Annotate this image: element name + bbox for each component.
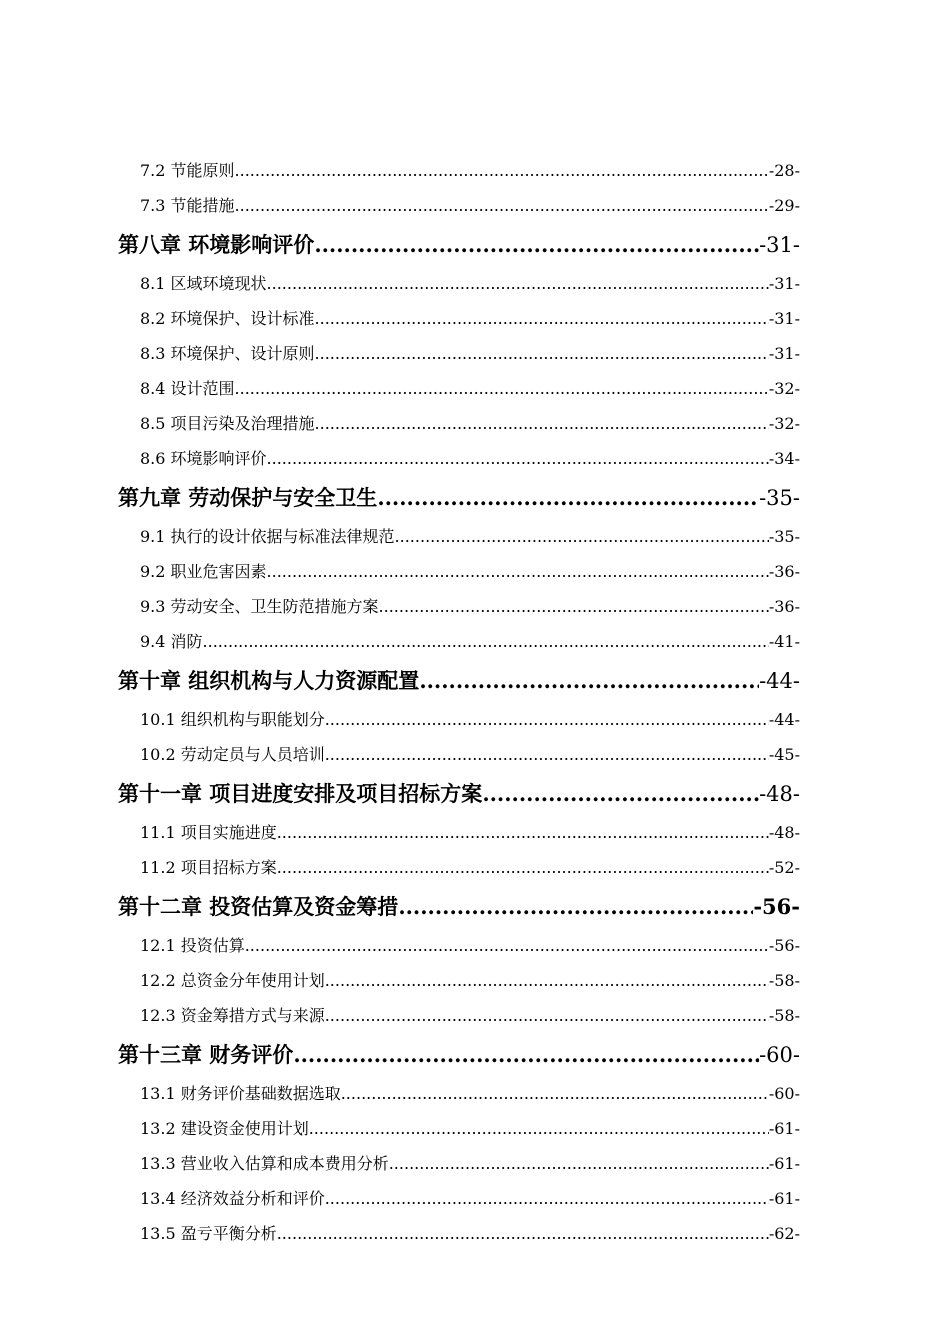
- toc-dot-leader: [293, 1033, 759, 1076]
- toc-entry-title: 11.1 项目实施进度: [140, 823, 277, 842]
- toc-dot-leader: [267, 554, 769, 589]
- toc-dot-leader: [267, 266, 769, 301]
- toc-dot-leader: [267, 441, 769, 476]
- toc-dot-leader: [235, 371, 769, 406]
- toc-page-number: -45-: [768, 745, 800, 764]
- toc-chapter-entry[interactable]: [118, 772, 800, 815]
- toc-page-number: -36-: [768, 597, 800, 616]
- toc-chapter-entry[interactable]: [118, 885, 800, 928]
- toc-entry-title: 第十一章 项目进度安排及项目招标方案: [118, 781, 483, 806]
- toc-section-entry[interactable]: [140, 1181, 800, 1216]
- toc-dot-leader: [277, 1216, 769, 1251]
- toc-entry-title: 9.1 执行的设计依据与标准法律规范: [140, 527, 395, 546]
- toc-entry-title: 13.2 建设资金使用计划: [140, 1119, 309, 1138]
- toc-page-number: -31-: [759, 233, 800, 257]
- toc-entry-title: 9.2 职业危害因素: [140, 562, 267, 581]
- toc-section-entry[interactable]: [140, 406, 800, 441]
- toc-dot-leader: [203, 624, 769, 659]
- toc-entry-title: 10.2 劳动定员与人员培训: [140, 745, 325, 764]
- toc-entry-title: 9.4 消防: [140, 632, 203, 651]
- toc-page-number: -61-: [768, 1154, 800, 1173]
- toc-dot-leader: [277, 815, 769, 850]
- toc-page-number: -36-: [768, 562, 800, 581]
- toc-section-entry[interactable]: [140, 266, 800, 301]
- toc-entry-title: 8.4 设计范围: [140, 379, 235, 398]
- toc-dot-leader: [245, 928, 769, 963]
- toc-section-entry[interactable]: [140, 963, 800, 998]
- toc-entry-title: 13.3 营业收入估算和成本费用分析: [140, 1154, 389, 1173]
- toc-chapter-entry[interactable]: [118, 1033, 800, 1076]
- toc-page-number: -60-: [759, 1043, 800, 1067]
- toc-page-number: -41-: [768, 632, 800, 651]
- toc-dot-leader: [315, 406, 769, 441]
- toc-entry-title: 13.4 经济效益分析和评价: [140, 1189, 325, 1208]
- toc-chapter-entry[interactable]: [118, 659, 800, 702]
- toc-dot-leader: [235, 188, 769, 223]
- toc-page-number: -58-: [768, 1006, 800, 1025]
- toc-entry-title: 第八章 环境影响评价: [118, 232, 315, 257]
- toc-entry-title: 第十章 组织机构与人力资源配置: [118, 668, 420, 693]
- toc-entry-title: 8.5 项目污染及治理措施: [140, 414, 315, 433]
- toc-entry-title: 12.2 总资金分年使用计划: [140, 971, 325, 990]
- toc-dot-leader: [235, 153, 769, 188]
- toc-dot-leader: [314, 223, 759, 266]
- toc-entry-title: 8.1 区域环境现状: [140, 274, 267, 293]
- toc-entry-title: 9.3 劳动安全、卫生防范措施方案: [140, 597, 379, 616]
- toc-page-number: -44-: [768, 710, 800, 729]
- toc-section-entry[interactable]: [140, 519, 800, 554]
- toc-page-number: -31-: [768, 309, 800, 328]
- toc-page-number: -56-: [768, 936, 800, 955]
- toc-entry-title: 8.2 环境保护、设计标准: [140, 309, 315, 328]
- toc-page-number: -52-: [768, 858, 800, 877]
- toc-page-number: -44-: [759, 669, 800, 693]
- toc-dot-leader: [277, 850, 769, 885]
- toc-entry-title: 8.6 环境影响评价: [140, 449, 267, 468]
- toc-section-entry[interactable]: [140, 188, 800, 223]
- toc-dot-leader: [341, 1076, 769, 1111]
- toc-dot-leader: [325, 1181, 769, 1216]
- toc-entry-title: 13.5 盈亏平衡分析: [140, 1224, 277, 1243]
- toc-section-entry[interactable]: [140, 153, 800, 188]
- toc-section-entry[interactable]: [140, 702, 800, 737]
- toc-entry-title: 10.1 组织机构与职能划分: [140, 710, 325, 729]
- toc-page-number: -48-: [768, 823, 800, 842]
- toc-page-number: -35-: [768, 527, 800, 546]
- toc-section-entry[interactable]: [140, 624, 800, 659]
- toc-entry-title: 第十二章 投资估算及资金筹措: [118, 894, 399, 919]
- toc-dot-leader: [379, 589, 769, 624]
- toc-page-number: -61-: [768, 1189, 800, 1208]
- toc-entry-title: 第十三章 财务评价: [118, 1042, 294, 1067]
- toc-dot-leader: [325, 998, 769, 1033]
- toc-page-number: -35-: [759, 486, 800, 510]
- toc-dot-leader: [389, 1146, 769, 1181]
- toc-page-number: -61-: [768, 1119, 800, 1138]
- toc-section-entry[interactable]: [140, 998, 800, 1033]
- toc-entry-title: 7.2 节能原则: [140, 161, 235, 180]
- toc-dot-leader: [325, 963, 769, 998]
- toc-section-entry[interactable]: [140, 1216, 800, 1251]
- toc-section-entry[interactable]: [140, 371, 800, 406]
- table-of-contents: [0, 153, 950, 1251]
- toc-dot-leader: [398, 885, 753, 928]
- toc-dot-leader: [482, 772, 759, 815]
- toc-dot-leader: [315, 336, 769, 371]
- toc-dot-leader: [419, 659, 759, 702]
- toc-section-entry[interactable]: [140, 737, 800, 772]
- toc-section-entry[interactable]: [140, 1076, 800, 1111]
- toc-page-number: -31-: [768, 274, 800, 293]
- toc-dot-leader: [395, 519, 769, 554]
- toc-page-number: -32-: [768, 414, 800, 433]
- toc-entry-title: 第九章 劳动保护与安全卫生: [118, 485, 378, 510]
- toc-section-entry[interactable]: [140, 1146, 800, 1181]
- toc-section-entry[interactable]: [140, 850, 800, 885]
- toc-page-number: -62-: [768, 1224, 800, 1243]
- toc-section-entry[interactable]: [140, 301, 800, 336]
- toc-dot-leader: [325, 737, 769, 772]
- toc-page-number: -60-: [768, 1084, 800, 1103]
- toc-section-entry[interactable]: [140, 815, 800, 850]
- toc-section-entry[interactable]: [140, 441, 800, 476]
- toc-dot-leader: [377, 476, 759, 519]
- toc-dot-leader: [309, 1111, 769, 1146]
- toc-section-entry[interactable]: [140, 554, 800, 589]
- toc-page-number: -32-: [768, 379, 800, 398]
- toc-page-number: -31-: [768, 344, 800, 363]
- toc-section-entry[interactable]: [140, 928, 800, 963]
- toc-dot-leader: [325, 702, 769, 737]
- toc-page-number: -56-: [753, 894, 800, 919]
- toc-entry-title: 12.1 投资估算: [140, 936, 245, 955]
- toc-section-entry[interactable]: [140, 1111, 800, 1146]
- toc-entry-title: 12.3 资金筹措方式与来源: [140, 1006, 325, 1025]
- toc-entry-title: 13.1 财务评价基础数据选取: [140, 1084, 341, 1103]
- toc-page-number: -29-: [768, 196, 800, 215]
- toc-page-number: -34-: [768, 449, 800, 468]
- toc-dot-leader: [315, 301, 769, 336]
- toc-entry-title: 8.3 环境保护、设计原则: [140, 344, 315, 363]
- toc-page-number: -28-: [768, 161, 800, 180]
- toc-section-entry[interactable]: [140, 589, 800, 624]
- toc-section-entry[interactable]: [140, 336, 800, 371]
- toc-page-number: -58-: [768, 971, 800, 990]
- toc-entry-title: 7.3 节能措施: [140, 196, 235, 215]
- toc-chapter-entry[interactable]: [118, 476, 800, 519]
- toc-entry-title: 11.2 项目招标方案: [140, 858, 277, 877]
- toc-page-number: -48-: [759, 782, 800, 806]
- toc-chapter-entry[interactable]: [118, 223, 800, 266]
